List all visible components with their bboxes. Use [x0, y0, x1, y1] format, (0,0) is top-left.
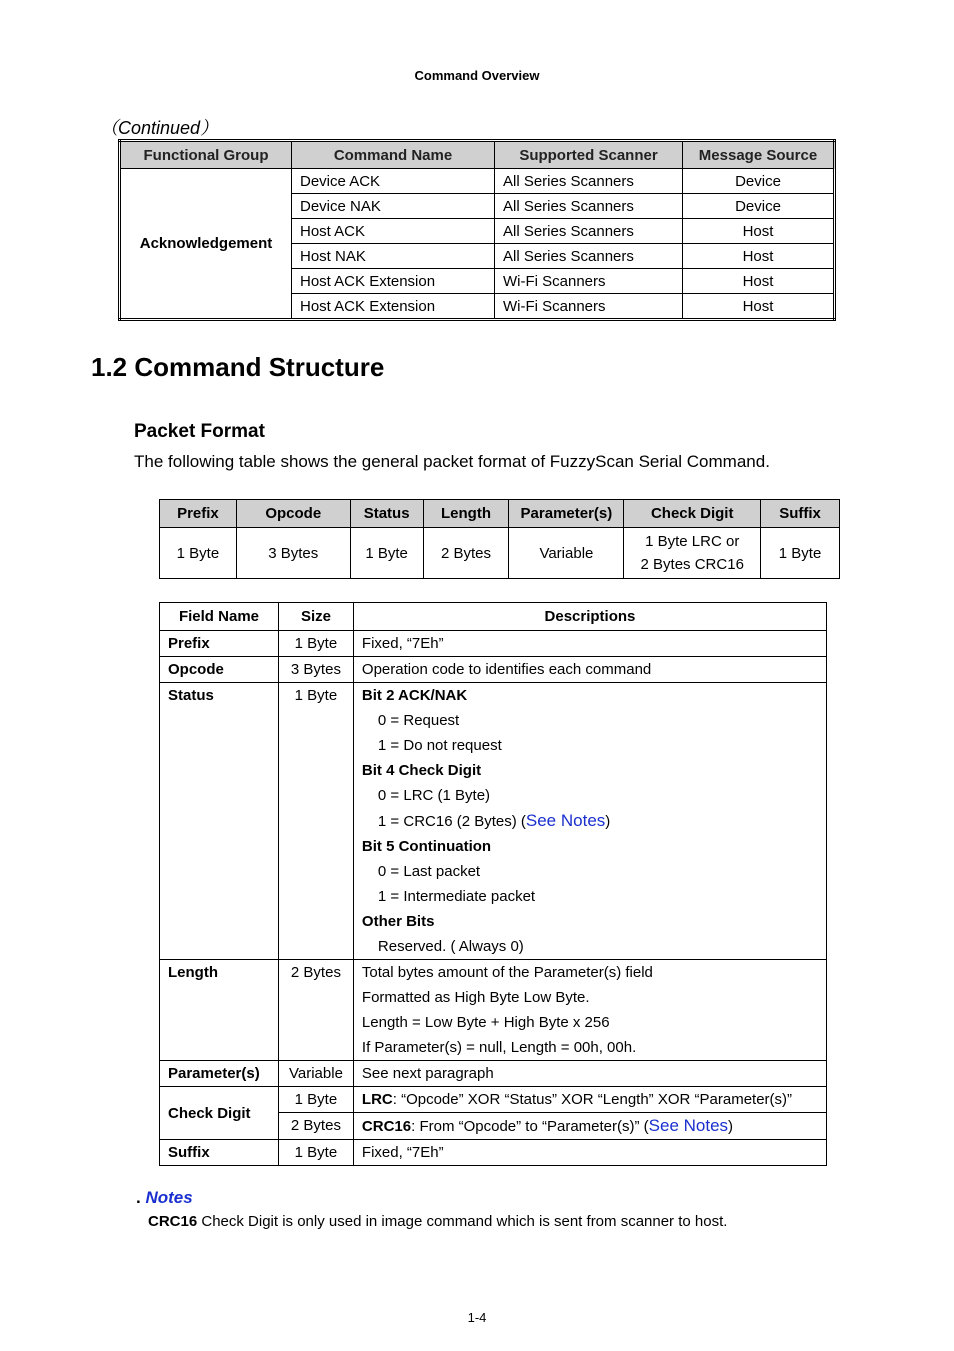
field-description-table [159, 602, 827, 1166]
field-name: Parameter(s) [160, 1061, 279, 1087]
field-description: Fixed, “7Eh” [353, 1140, 826, 1166]
header-descriptions: Descriptions [353, 603, 826, 631]
field-name: Length [160, 960, 279, 1061]
notes-title: Notes [145, 1188, 193, 1207]
field-description [353, 1087, 826, 1113]
field-description: See next paragraph [353, 1061, 826, 1087]
field-size: 1 Byte [278, 631, 353, 657]
close-paren: ) [728, 1118, 734, 1135]
table-row [160, 631, 827, 657]
bit2-value-0: 0 = Request [377, 712, 460, 729]
supported-scanner: All Series Scanners [495, 194, 683, 219]
command-name: Device NAK [292, 194, 495, 219]
message-source: Host [683, 269, 835, 294]
suffix-size: 1 Byte [761, 528, 840, 579]
subsection-title: Packet Format [134, 421, 265, 442]
header-field-name: Field Name [160, 603, 279, 631]
length-line: If Parameter(s) = null, Length = 00h, 00h. [361, 1039, 637, 1056]
see-notes-link[interactable]: See Notes [648, 1116, 729, 1135]
crc16-description: : From “Opcode” to “Parameter(s)” ( [411, 1118, 649, 1135]
supported-scanner: All Series Scanners [495, 169, 683, 194]
field-name: Suffix [160, 1140, 279, 1166]
field-size: 2 Bytes [278, 960, 353, 1061]
group-acknowledgement: Acknowledgement [120, 169, 292, 320]
table-row [160, 528, 840, 579]
table-row [160, 1061, 827, 1087]
command-name: Device ACK [292, 169, 495, 194]
field-description: Operation code to identifies each command [353, 657, 826, 683]
see-notes-link[interactable]: See Notes [525, 811, 606, 830]
table-header-row [160, 500, 840, 528]
supported-scanner: Wi-Fi Scanners [495, 269, 683, 294]
table-row [120, 169, 835, 194]
field-description: Fixed, “7Eh” [353, 631, 826, 657]
length-size: 2 Bytes [423, 528, 509, 579]
bit4-value-0: 0 = LRC (1 Byte) [377, 787, 491, 804]
header-suffix: Suffix [761, 500, 840, 528]
field-description [353, 683, 826, 960]
field-size: 1 Byte [278, 1140, 353, 1166]
bit4-value-1 [362, 808, 818, 834]
field-name: Prefix [160, 631, 279, 657]
field-description [353, 1113, 826, 1140]
header-length: Length [423, 500, 509, 528]
header-size: Size [278, 603, 353, 631]
opcode-size: 3 Bytes [236, 528, 350, 579]
table-header-row [120, 141, 835, 169]
field-size: Variable [278, 1061, 353, 1087]
field-size: 2 Bytes [278, 1113, 353, 1140]
notes-body: Check Digit is only used in image command which is sent from scanner to host. [197, 1213, 728, 1230]
message-source: Host [683, 294, 835, 320]
table-row [160, 657, 827, 683]
other-bits-value: Reserved. ( Always 0) [377, 938, 524, 955]
table-row [160, 1140, 827, 1166]
field-size: 1 Byte [278, 1087, 353, 1113]
command-name: Host NAK [292, 244, 495, 269]
header-supported-scanner: Supported Scanner [495, 141, 683, 169]
table-row [160, 683, 827, 960]
status-size: 1 Byte [350, 528, 423, 579]
length-line: Length = Low Byte + High Byte x 256 [361, 1014, 610, 1031]
field-description [353, 960, 826, 1061]
field-name: Status [160, 683, 279, 960]
notes-text [148, 1213, 727, 1230]
message-source: Host [683, 244, 835, 269]
notes-heading [136, 1188, 193, 1208]
supported-scanner: All Series Scanners [495, 244, 683, 269]
header-prefix: Prefix [160, 500, 237, 528]
running-header: Command Overview [414, 68, 540, 83]
field-size: 1 Byte [278, 683, 353, 960]
check-digit-size [624, 528, 761, 579]
table-row [160, 1087, 827, 1113]
page-number: 1-4 [467, 1310, 487, 1325]
check-digit-lrc: 1 Byte LRC or [645, 533, 740, 550]
length-line: Total bytes amount of the Parameter(s) field [361, 964, 653, 981]
field-name: Check Digit [160, 1087, 279, 1140]
length-line: Formatted as High Byte Low Byte. [361, 989, 590, 1006]
prefix-size: 1 Byte [160, 528, 237, 579]
bit5-heading: Bit 5 Continuation [361, 838, 492, 855]
message-source: Host [683, 219, 835, 244]
intro-paragraph: The following table shows the general packet format of FuzzyScan Serial Command. [134, 452, 770, 471]
section-title: 1.2 Command Structure [91, 352, 385, 382]
bit5-value-0: 0 = Last packet [377, 863, 481, 880]
lrc-label: LRC [361, 1091, 393, 1108]
message-source: Device [683, 169, 835, 194]
header-status: Status [350, 500, 423, 528]
continued-label: （Continued） [100, 118, 219, 138]
parameters-size: Variable [509, 528, 624, 579]
crc16-label: CRC16 [361, 1118, 412, 1135]
command-name: Host ACK Extension [292, 294, 495, 320]
header-opcode: Opcode [236, 500, 350, 528]
other-bits-heading: Other Bits [361, 913, 435, 930]
bit4-heading: Bit 4 Check Digit [361, 762, 482, 779]
check-digit-crc: 2 Bytes CRC16 [640, 556, 744, 573]
command-overview-table [118, 139, 836, 321]
command-name: Host ACK [292, 219, 495, 244]
close-paren: ) [605, 813, 611, 830]
notes-crc16-label: CRC16 [148, 1213, 198, 1230]
notes-bullet: . [136, 1188, 146, 1207]
command-name: Host ACK Extension [292, 269, 495, 294]
supported-scanner: All Series Scanners [495, 219, 683, 244]
field-name: Opcode [160, 657, 279, 683]
bit5-value-1: 1 = Intermediate packet [377, 888, 536, 905]
header-message-source: Message Source [683, 141, 835, 169]
table-header-row [160, 603, 827, 631]
header-command-name: Command Name [292, 141, 495, 169]
header-parameters: Parameter(s) [509, 500, 624, 528]
bit2-heading: Bit 2 ACK/NAK [361, 687, 468, 704]
table-row [160, 960, 827, 1061]
supported-scanner: Wi-Fi Scanners [495, 294, 683, 320]
header-functional-group: Functional Group [120, 141, 292, 169]
message-source: Device [683, 194, 835, 219]
bit2-value-1: 1 = Do not request [377, 737, 502, 754]
bit4-value-1-text: 1 = CRC16 (2 Bytes) ( [377, 813, 526, 830]
field-size: 3 Bytes [278, 657, 353, 683]
lrc-description: : “Opcode” XOR “Status” XOR “Length” XOR “Parameter(s)” [392, 1091, 793, 1108]
header-check-digit: Check Digit [624, 500, 761, 528]
packet-format-table [159, 499, 840, 579]
